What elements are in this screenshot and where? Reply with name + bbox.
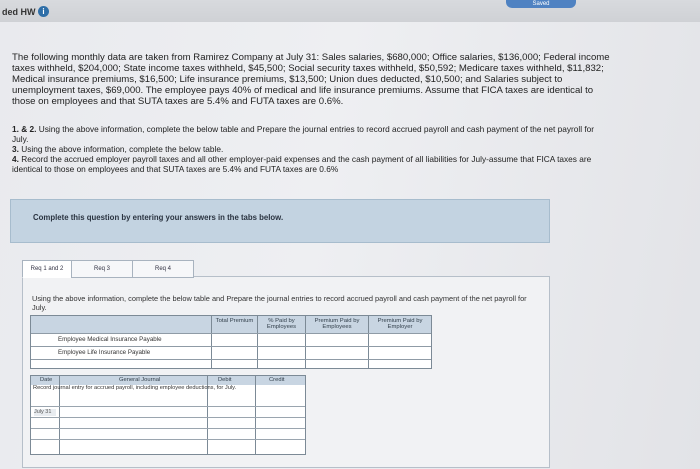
top-bar	[0, 0, 700, 22]
requirement-1-2: 1. & 2. Using the above information, complete the below table and Prepare the journal entries to record accrued payroll and cash payment of the net payroll for July.	[12, 124, 595, 144]
problem-statement: The following monthly data are taken from Ramirez Company at July 31: Sales salaries, $680,000; Office salaries, $136,000; Federal income taxes withheld, $204,000; State income taxes withheld, $45,500; Social security taxes withheld, $50,592; Medicare taxes withheld, $11,832; Medical insurance premiums, $16,500; Life insurance premiums, $13,500; Union dues deducted, $10,500; and Salaries subject to unemployment taxes, $69,000. The employee pays 40% of medical and life insurance premiums. Assume that FICA taxes are identical to those on employees and that SUTA taxes are 5.4% and FUTA taxes are 0.6%.	[12, 52, 610, 107]
header-percent-paid: % Paid by Employees	[266, 318, 297, 331]
header-total-premium: Total Premium	[215, 318, 254, 324]
requirement-4: 4. Record the accrued employer payroll taxes and all other employer-paid expenses and the cash payment of all liabilities for July-assume that FICA taxes are identical to those on employees and that SUTA taxes are 5.4% and FUTA taxes are 0.6%	[12, 154, 592, 174]
premium-table	[30, 315, 432, 369]
table-row	[31, 346, 431, 359]
instruction-box	[10, 199, 550, 243]
info-icon[interactable]: i	[38, 6, 49, 17]
table-row	[31, 333, 431, 346]
instruction-text: Complete this question by entering your answers in the tabs below.	[33, 213, 284, 222]
panel-instructions: Using the above information, complete the below table and Prepare the journal entries to record accrued payroll and cash payment of the net payroll for July.	[32, 294, 527, 312]
tab-req-1-2[interactable]: Req 1 and 2	[22, 260, 72, 278]
tab-req-3[interactable]: Req 3	[71, 260, 133, 278]
header-debit: Debit	[218, 377, 232, 383]
row-label-medical: Employee Medical Insurance Payable	[58, 336, 162, 343]
journal-entry-description: Record journal entry for accrued payroll, including employee deductions, for July.	[33, 385, 237, 391]
header-premium-employer: Premium Paid by Employer	[377, 318, 423, 331]
journal-table-header	[31, 376, 305, 385]
date-select[interactable]: July 31	[34, 409, 56, 416]
header-general-journal: General Journal	[119, 377, 161, 383]
header-credit: Credit	[269, 377, 285, 383]
tab-req-4[interactable]: Req 4	[132, 260, 194, 278]
table-row[interactable]	[31, 439, 305, 451]
header-date: Date	[40, 377, 53, 383]
requirement-3: 3. Using the above information, complete the below table.	[12, 144, 224, 154]
assignment-title: ded HW	[2, 7, 36, 17]
table-row	[31, 359, 431, 372]
saved-status-badge: Saved	[506, 0, 576, 8]
row-label-life: Employee Life Insurance Payable	[58, 349, 151, 356]
journal-table	[30, 375, 306, 455]
requirements-list	[12, 124, 612, 174]
header-premium-employees: Premium Paid by Employees	[314, 318, 360, 331]
